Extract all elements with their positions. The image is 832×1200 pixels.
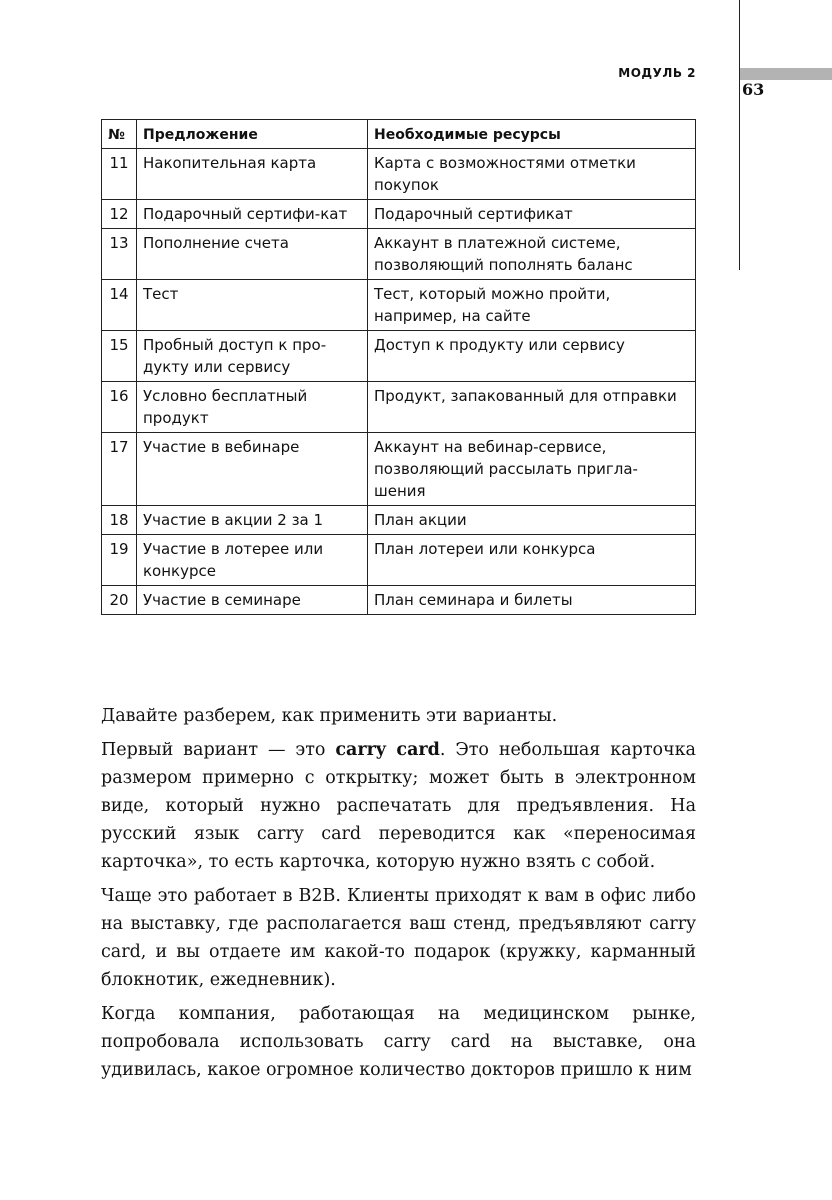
row-number: 15 bbox=[102, 331, 137, 382]
column-header-number: № bbox=[102, 120, 137, 149]
row-resources: План лотереи или конкурса bbox=[368, 535, 696, 586]
row-number: 19 bbox=[102, 535, 137, 586]
row-number: 17 bbox=[102, 433, 137, 506]
row-resources: План семинара и билеты bbox=[368, 586, 696, 615]
row-resources: План акции bbox=[368, 506, 696, 535]
table-row bbox=[102, 280, 696, 331]
row-number: 11 bbox=[102, 149, 137, 200]
margin-rule bbox=[739, 0, 740, 270]
row-number: 18 bbox=[102, 506, 137, 535]
paragraph-b2b: Чаще это работает в B2B. Клиенты приходят к вам в офис либо на выставку, где располагается ваш стенд, предъявляют carry card, и вы отдаете им какой-то подарок (кружку, карманный блокнотик, ежедневник). bbox=[101, 886, 696, 990]
header-tab-bar bbox=[740, 68, 832, 80]
paragraph-carry-card-rest: . Это небольшая карточка размером примерно с открытку; может быть в электронном виде, который нужно распечатать для предъявления. На русский язык carry card переводится как «переносимая карточка», то есть карточка, которую нужно взять с собой. bbox=[101, 740, 696, 872]
row-offer: Участие в лотерее или конкурсе bbox=[137, 535, 368, 586]
row-number: 13 bbox=[102, 229, 137, 280]
row-resources: Тест, который можно пройти, например, на сайте bbox=[368, 280, 696, 331]
row-resources: Аккаунт на вебинар-сервисе, позволяющий рассылать пригла-шения bbox=[368, 433, 696, 506]
row-number: 12 bbox=[102, 200, 137, 229]
page-number: 63 bbox=[742, 80, 765, 99]
row-number: 20 bbox=[102, 586, 137, 615]
row-offer: Тест bbox=[137, 280, 368, 331]
row-resources: Карта с возможностями отметки покупок bbox=[368, 149, 696, 200]
row-number: 16 bbox=[102, 382, 137, 433]
carry-card-term: carry card bbox=[335, 740, 440, 760]
row-offer: Участие в вебинаре bbox=[137, 433, 368, 506]
row-offer: Накопительная карта bbox=[137, 149, 368, 200]
row-offer: Пробный доступ к про-дукту или сервису bbox=[137, 331, 368, 382]
paragraph-medical-case: Когда компания, работающая на медицинском рынке, попробовала использовать carry card на выставке, она удивилась, какое огромное количество докторов пришло к ним bbox=[101, 1004, 696, 1080]
table-row bbox=[102, 382, 696, 433]
row-offer: Участие в семинаре bbox=[137, 586, 368, 615]
table-row bbox=[102, 229, 696, 280]
paragraph-carry-card bbox=[101, 736, 696, 876]
column-header-resources: Необходимые ресурсы bbox=[368, 120, 696, 149]
column-header-offer: Предложение bbox=[137, 120, 368, 149]
row-offer: Участие в акции 2 за 1 bbox=[137, 506, 368, 535]
resources-table bbox=[101, 119, 696, 615]
table-row bbox=[102, 331, 696, 382]
table-row bbox=[102, 586, 696, 615]
paragraph-carry-card-lead: Первый вариант — это bbox=[101, 740, 336, 760]
row-offer: Условно бесплатный продукт bbox=[137, 382, 368, 433]
row-offer: Подарочный сертифи-кат bbox=[137, 200, 368, 229]
running-header: МОДУЛЬ 2 bbox=[618, 66, 696, 80]
table-row bbox=[102, 200, 696, 229]
row-resources: Доступ к продукту или сервису bbox=[368, 331, 696, 382]
table-row bbox=[102, 149, 696, 200]
body-text bbox=[101, 702, 696, 1090]
row-offer: Пополнение счета bbox=[137, 229, 368, 280]
row-resources: Аккаунт в платежной системе, позволяющий пополнять баланс bbox=[368, 229, 696, 280]
table-row bbox=[102, 506, 696, 535]
row-number: 14 bbox=[102, 280, 137, 331]
table-header-row bbox=[102, 120, 696, 149]
paragraph-intro: Давайте разберем, как применить эти варианты. bbox=[101, 706, 558, 726]
row-resources: Подарочный сертификат bbox=[368, 200, 696, 229]
table-row bbox=[102, 535, 696, 586]
table-row bbox=[102, 433, 696, 506]
row-resources: Продукт, запакованный для отправки bbox=[368, 382, 696, 433]
